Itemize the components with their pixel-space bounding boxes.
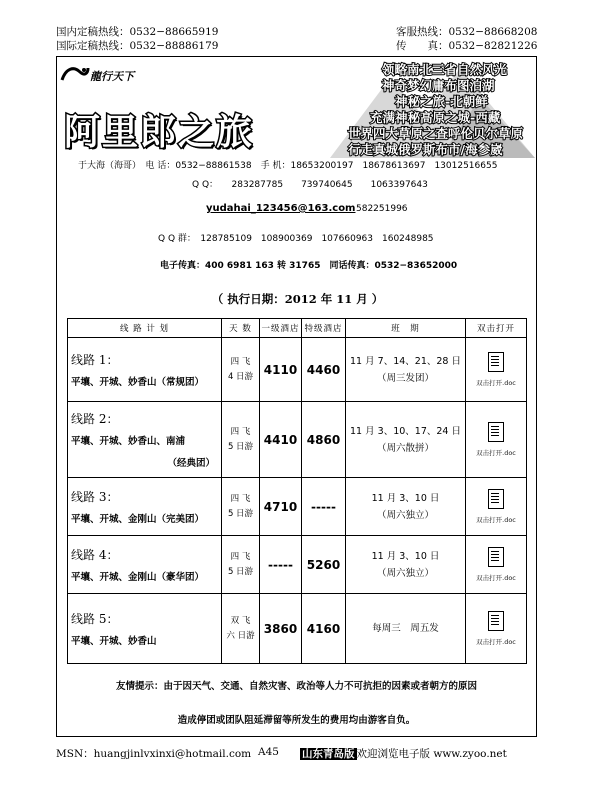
footer-msn: MSN：huangjinlvxinxi@hotmail.com: [56, 748, 252, 760]
electronic-fax: 电子传真：400 6981 163 转 31765 同话传真：0532−83652000: [160, 261, 458, 271]
slogan-4: 充满神秘高原之城-西藏: [370, 110, 501, 125]
col-header-days: 天 数: [222, 319, 260, 338]
schedule-cell: [346, 338, 466, 402]
notice-line-2: 造成停团或团队阻延滞留等所发生的费用均由游客自负。: [177, 715, 416, 726]
flight-type: 四 飞: [230, 493, 251, 504]
qq-groups: Q Q 群： 128785109 108900369 107660963 160248985: [158, 234, 434, 244]
table-row: [68, 594, 527, 664]
footer-brand: 山东青岛版: [302, 748, 355, 760]
doc-link[interactable]: [466, 338, 527, 402]
flight-type: 四 飞: [230, 551, 251, 562]
route-tag: （经典团）: [167, 458, 215, 469]
days-cell: [222, 536, 260, 594]
service-hotline: 客服热线：0532−88668208: [396, 26, 538, 38]
col-header-hotel-premium: 特级酒店: [302, 319, 346, 338]
routes-table: [67, 318, 527, 664]
route-cell: [68, 594, 222, 664]
trip-length: 5 日游: [227, 441, 254, 452]
schedule-note: （周六散拼）: [376, 442, 434, 454]
table-row: [68, 402, 527, 478]
price-standard: 4710: [260, 478, 302, 536]
route-cell: [68, 402, 222, 478]
contact-phones: 于大海（海哥） 电 话：0532−88861538 手 机：18653200197 18678613697 13012516655: [78, 161, 498, 171]
schedule-dates: 11 月 3、10、17、24 日: [350, 425, 461, 437]
fax-number: 传 真：0532−82821226: [396, 40, 538, 52]
doc-link[interactable]: [466, 594, 527, 664]
price-standard: -----: [260, 536, 302, 594]
schedule-cell: [346, 478, 466, 536]
trip-length: 4 日游: [227, 371, 254, 382]
footer-url[interactable]: 欢迎浏览电子版 www.zyoo.net: [356, 748, 507, 760]
contact-email[interactable]: yudahai_123456@163.com: [206, 203, 356, 214]
page-number: A45: [258, 746, 279, 758]
route-cell: [68, 478, 222, 536]
days-cell: [222, 594, 260, 664]
route-name: 线路 5：: [71, 612, 119, 626]
contact-qq: Q Q： 283287785 739740645 1063397643: [192, 180, 428, 190]
route-name: 线路 2：: [71, 412, 119, 426]
price-premium: 4160: [302, 594, 346, 664]
schedule-note: （周六独立）: [376, 567, 434, 579]
table-row: [68, 536, 527, 594]
doc-label[interactable]: 双击打开.doc: [476, 516, 516, 524]
price-premium: 4860: [302, 402, 346, 478]
price-standard: 3860: [260, 594, 302, 664]
domestic-hotline: 国内定稿热线：0532−88665919: [56, 26, 219, 38]
schedule-note: （周六独立）: [376, 509, 434, 521]
trip-length: 5 日游: [227, 566, 254, 577]
schedule-dates: 11 月 3、10 日: [371, 492, 440, 504]
schedule-note: （周三发团）: [376, 372, 434, 384]
days-cell: [222, 402, 260, 478]
table-row: [68, 338, 527, 402]
col-header-hotel-standard: 一级酒店: [260, 319, 302, 338]
col-header-open: 双击打开: [466, 319, 527, 338]
flight-type: 四 飞: [230, 426, 251, 437]
slogan-5: 世界四大草原之查呼伦贝尔草原: [348, 126, 524, 141]
document-icon[interactable]: [488, 352, 504, 372]
days-cell: [222, 338, 260, 402]
flight-type: 双 飞: [230, 615, 251, 626]
slogan-3: 神秘之旅-北朝鲜: [395, 94, 488, 109]
route-cell: [68, 338, 222, 402]
schedule-cell: [346, 594, 466, 664]
route-destinations: 平壤、开城、金刚山（完美团）: [71, 514, 205, 525]
notice-line-1: 友情提示：由于因天气、交通、自然灾害、政治等人力不可抗拒的因素或者朝方的原因: [115, 681, 477, 692]
route-name: 线路 1：: [71, 353, 119, 367]
slogan-6: 行走真城俄罗斯布市/海参崴: [348, 142, 503, 157]
route-destinations: 平壤、开城、金刚山（豪华团）: [71, 572, 205, 583]
doc-label[interactable]: 双击打开.doc: [476, 379, 516, 387]
execution-period: （ 执行日期：2012 年 11 月 ）: [211, 292, 384, 306]
intl-hotline: 国际定稿热线：0532−88886179: [56, 40, 219, 52]
route-destinations: 平壤、开城、妙香山: [71, 636, 157, 647]
col-header-schedule: 班 期: [346, 319, 466, 338]
doc-label[interactable]: 双击打开.doc: [476, 574, 516, 582]
contact-email-extra: 582251996: [356, 204, 408, 214]
route-name: 线路 3：: [71, 490, 119, 504]
footer-site: [300, 746, 507, 761]
doc-link[interactable]: [466, 402, 527, 478]
trip-length: 5 日游: [227, 508, 254, 519]
price-premium: -----: [302, 478, 346, 536]
schedule-cell: [346, 536, 466, 594]
dragon-logo-icon: [60, 64, 90, 86]
price-standard: 4410: [260, 402, 302, 478]
col-header-route: 线 路 计 划: [68, 319, 222, 338]
route-destinations: 平壤、开城、妙香山（常规团）: [71, 377, 205, 388]
slogan-1: 领略南北三省自然风光: [382, 62, 508, 77]
doc-link[interactable]: [466, 536, 527, 594]
document-icon[interactable]: [488, 547, 504, 567]
schedule-dates: 11 月 7、14、21、28 日: [350, 355, 461, 367]
schedule-dates: 11 月 3、10 日: [371, 550, 440, 562]
slogan-2: 神奇梦幻庸布图泊湖: [382, 78, 495, 93]
price-premium: 5260: [302, 536, 346, 594]
route-cell: [68, 536, 222, 594]
trip-length: 六 日游: [226, 630, 255, 641]
table-header-row: [68, 319, 527, 338]
schedule-cell: [346, 402, 466, 478]
document-icon[interactable]: [488, 422, 504, 442]
doc-label[interactable]: 双击打开.doc: [476, 638, 516, 646]
document-icon[interactable]: [488, 489, 504, 509]
schedule-dates: 每周三 周五发: [372, 623, 439, 634]
route-name: 线路 4：: [71, 548, 119, 562]
document-icon[interactable]: [488, 611, 504, 631]
doc-link[interactable]: [466, 478, 527, 536]
table-row: [68, 478, 527, 536]
logo-text: 龍行天下: [90, 70, 134, 83]
flight-type: 四 飞: [230, 356, 251, 367]
price-premium: 4460: [302, 338, 346, 402]
doc-label[interactable]: 双击打开.doc: [476, 449, 516, 457]
price-standard: 4110: [260, 338, 302, 402]
banner-title: 阿里郎之旅: [64, 112, 255, 153]
days-cell: [222, 478, 260, 536]
route-destinations: 平壤、开城、妙香山、南浦: [71, 436, 186, 447]
